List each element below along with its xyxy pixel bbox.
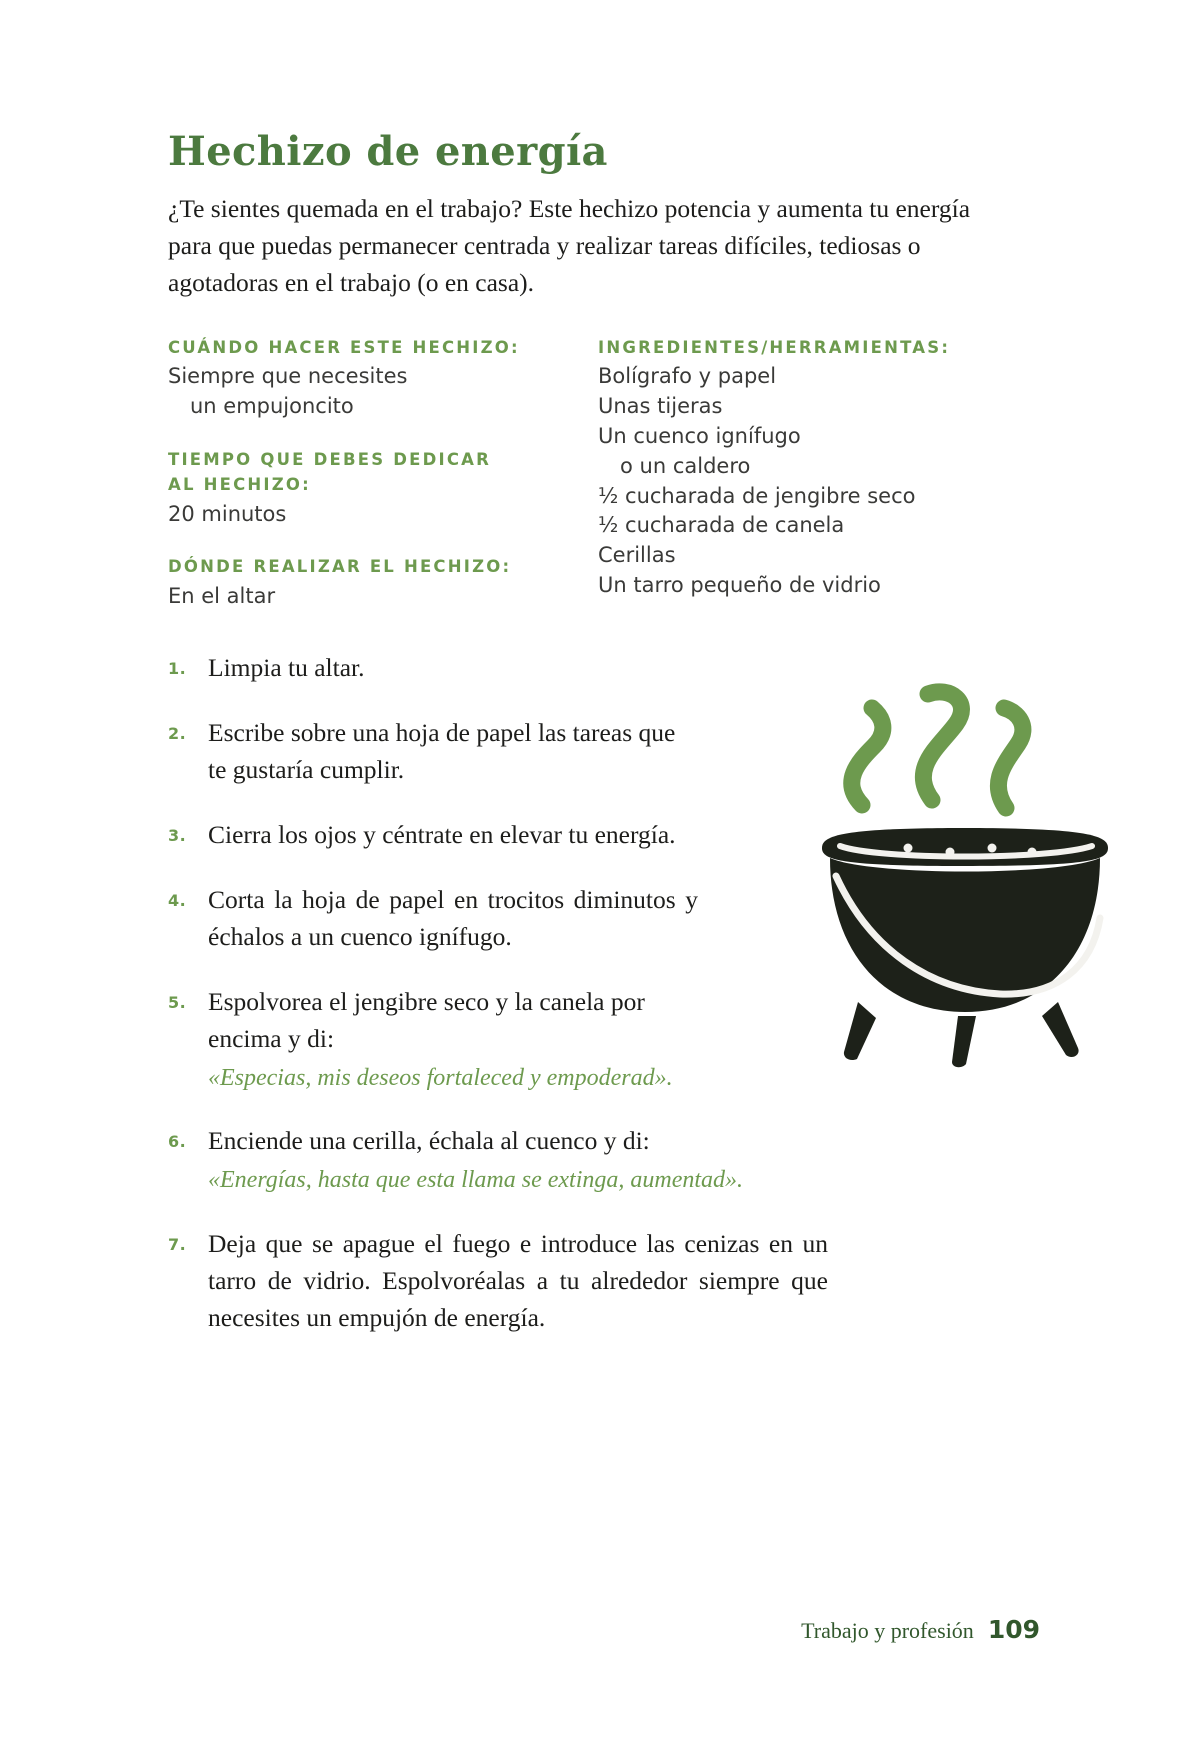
step-number: 7. xyxy=(168,1234,187,1254)
ingredient-item: Un tarro pequeño de vidrio xyxy=(598,573,881,598)
step-number: 4. xyxy=(168,890,187,910)
ingredient-item: ½ cucharada de canela xyxy=(598,513,845,538)
step-text: Deja que se apague el fuego e introduce las cenizas en un tarro de vidrio. Espolvoréalas a tu alrededor siempre que necesites un empujón de energía. xyxy=(208,1228,828,1332)
list-item xyxy=(168,1226,828,1337)
step-number: 5. xyxy=(168,992,187,1012)
when-line-1: Siempre que necesites xyxy=(168,364,408,389)
list-item xyxy=(168,650,828,687)
step-text: Cierra los ojos y céntrate en elevar tu energía. xyxy=(208,819,676,849)
list-item xyxy=(168,1123,828,1198)
step-text: Enciende una cerilla, échala al cuenco y di: xyxy=(208,1126,650,1156)
ingredients-block xyxy=(598,336,1038,601)
where-heading: DÓNDE REALIZAR EL HECHIZO: xyxy=(168,557,512,577)
time-value: 20 minutos xyxy=(168,501,287,526)
ingredient-item: Unas tijeras xyxy=(598,394,723,419)
step-chant: «Energías, hasta que esta llama se extinga, aumentad». xyxy=(208,1167,744,1194)
list-item xyxy=(168,882,828,956)
when-value xyxy=(168,362,598,422)
page-content xyxy=(168,130,1040,1365)
where-block xyxy=(168,555,598,612)
list-item xyxy=(168,817,828,854)
time-heading-line-2: AL HECHIZO: xyxy=(168,474,311,494)
where-value: En el altar xyxy=(168,584,276,609)
cauldron-illustration xyxy=(800,650,1130,1070)
page-footer xyxy=(801,1615,1040,1644)
metadata-left-column xyxy=(168,336,598,612)
cauldron-icon xyxy=(822,828,1108,1067)
step-text-group xyxy=(208,984,698,1096)
list-item xyxy=(168,715,828,789)
intro-paragraph: ¿Te sientes quemada en el trabajo? Este hechizo potencia y aumenta tu energía para que puedas permanecer centrada y realizar tareas difíciles, tediosas o agotadoras en el trabajo (o en casa). xyxy=(168,194,971,298)
when-line-2: un empujoncito xyxy=(190,394,354,419)
step-number: 2. xyxy=(168,723,187,743)
step-text: Escribe sobre una hoja de papel las tareas que te gustaría cumplir. xyxy=(208,717,676,784)
step-number: 1. xyxy=(168,658,187,678)
step-chant: «Especias, mis deseos fortaleced y empoderad». xyxy=(208,1064,673,1091)
when-block xyxy=(168,336,598,422)
step-text: Corta la hoja de papel en trocitos diminutos y échalos a un cuenco ignífugo. xyxy=(208,884,698,951)
steam-icon xyxy=(852,692,1023,808)
page-number: 109 xyxy=(987,1615,1040,1644)
ingredient-item: Un cuenco ignífugo xyxy=(598,424,801,449)
step-number: 3. xyxy=(168,825,187,845)
page-title: Hechizo de energía xyxy=(168,128,608,175)
instructions-section xyxy=(168,650,1040,1337)
time-block xyxy=(168,448,598,529)
ingredients-list xyxy=(598,362,1038,601)
footer-chapter-label: Trabajo y profesión xyxy=(801,1618,974,1643)
ingredient-item: Cerillas xyxy=(598,543,676,568)
step-text: Limpia tu altar. xyxy=(208,652,365,682)
ingredient-item: Bolígrafo y papel xyxy=(598,364,777,389)
ingredient-item: o un caldero xyxy=(620,453,751,478)
ingredients-heading: INGREDIENTES/HERRAMIENTAS: xyxy=(598,337,951,357)
step-text: Espolvorea el jengibre seco y la canela por encima y di: xyxy=(208,986,645,1053)
step-text-group xyxy=(208,1123,828,1198)
step-number: 6. xyxy=(168,1132,187,1152)
ingredient-item: ½ cucharada de jengibre seco xyxy=(598,483,916,508)
time-heading-line-1: TIEMPO QUE DEBES DEDICAR xyxy=(168,450,492,470)
spell-metadata xyxy=(168,336,1040,612)
steps-list xyxy=(168,650,828,1337)
metadata-right-column xyxy=(598,336,1038,612)
when-heading: CUÁNDO HACER ESTE HECHIZO: xyxy=(168,337,520,357)
list-item xyxy=(168,984,828,1096)
